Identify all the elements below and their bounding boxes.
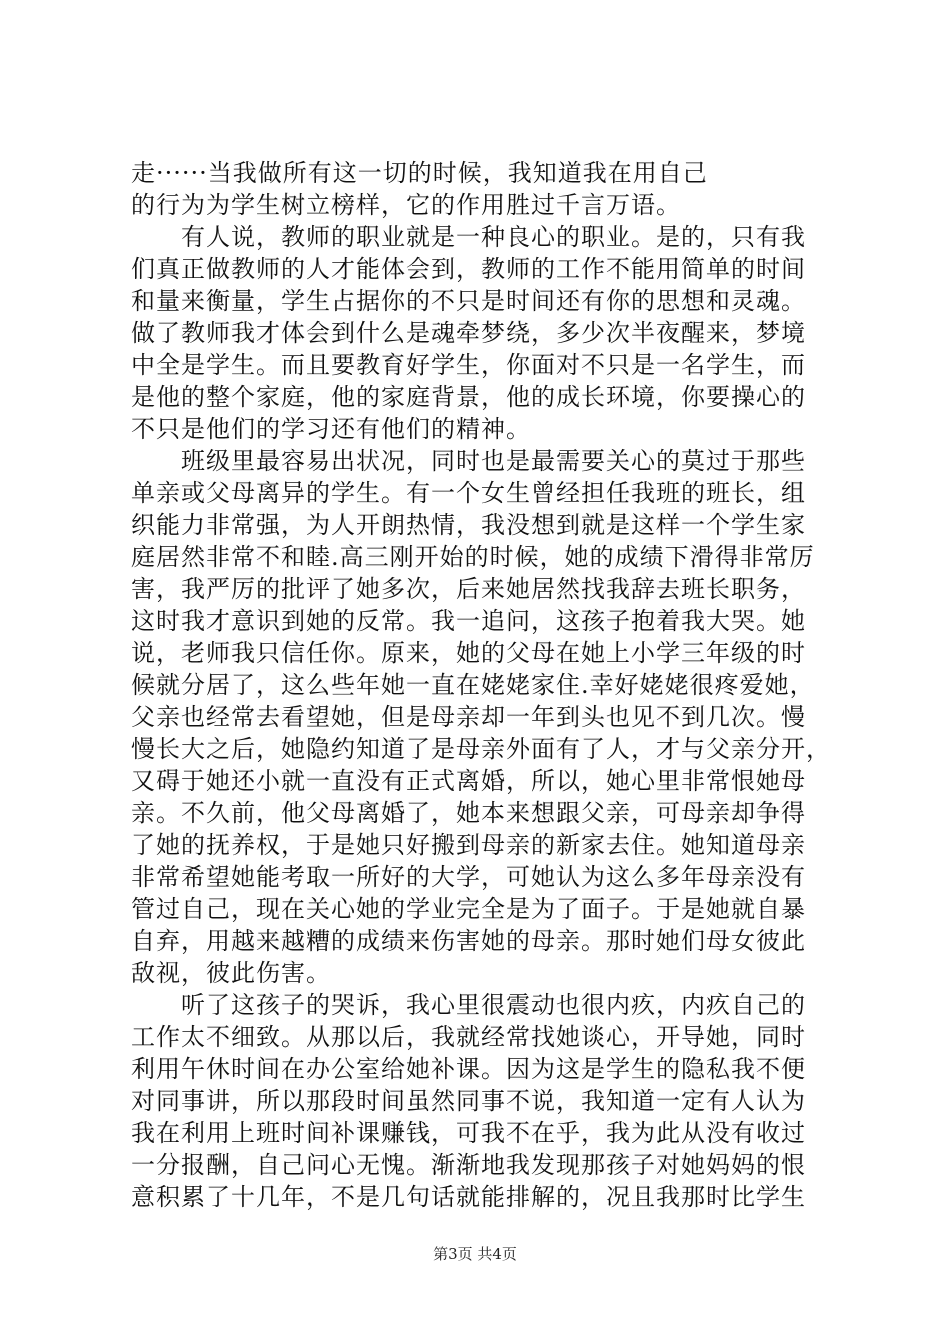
text-line: 是他的整个家庭，他的家庭背景，他的成长环境，你要操心的: [131, 383, 806, 411]
text-line: 班级里最容易出状况，同时也是最需要关心的莫过于那些: [131, 447, 806, 475]
text-line: 和量来衡量，学生占据你的不只是时间还有你的思想和灵魂。: [131, 287, 806, 315]
text-line: 的行为为学生树立榜样，它的作用胜过千言万语。: [131, 191, 681, 219]
text-line: 父亲也经常去看望她，但是母亲却一年到头也见不到几次。慢: [131, 703, 806, 731]
text-line: 一分报酬，自己问心无愧。渐渐地我发现那孩子对她妈妈的恨: [131, 1151, 806, 1179]
text-line: 又碍于她还小就一直没有正式离婚，所以，她心里非常恨她母: [131, 767, 806, 795]
text-line: 们真正做教师的人才能体会到，教师的工作不能用简单的时间: [131, 255, 806, 283]
text-line: 不只是他们的学习还有他们的精神。: [131, 415, 531, 443]
page-number-footer: 第3页 共4页: [433, 1245, 517, 1263]
text-line: 做了教师我才体会到什么是魂牵梦绕，多少次半夜醒来，梦境: [131, 319, 806, 347]
body-text: [131, 157, 831, 1213]
text-line: 管过自己，现在关心她的学业完全是为了面子。于是她就自暴: [131, 895, 806, 923]
text-line: 中全是学生。而且要教育好学生，你面对不只是一名学生，而: [131, 351, 806, 379]
text-line: 害，我严厉的批评了她多次，后来她居然找我辞去班长职务，: [131, 575, 806, 603]
text-line: 单亲或父母离异的学生。有一个女生曾经担任我班的班长，组: [131, 479, 806, 507]
text-line: 说，老师我只信任你。原来，她的父母在她上小学三年级的时: [131, 639, 806, 667]
text-line: 敌视，彼此伤害。: [131, 959, 331, 987]
text-line: 走······当我做所有这一切的时候，我知道我在用自己: [131, 159, 708, 187]
text-line: 织能力非常强，为人开朗热情，我没想到就是这样一个学生家: [131, 511, 806, 539]
text-line: 我在利用上班时间补课赚钱，可我不在乎，我为此从没有收过: [131, 1119, 806, 1147]
text-line: 庭居然非常不和睦.高三刚开始的时候，她的成绩下滑得非常厉: [131, 543, 815, 571]
text-line: 自弃，用越来越糟的成绩来伤害她的母亲。那时她们母女彼此: [131, 927, 806, 955]
text-line: 意积累了十几年，不是几句话就能排解的，况且我那时比学生: [131, 1183, 806, 1211]
text-line: 了她的抚养权，于是她只好搬到母亲的新家去住。她知道母亲: [131, 831, 806, 859]
text-line: 慢长大之后，她隐约知道了是母亲外面有了人，才与父亲分开，: [131, 735, 831, 763]
text-line: 对同事讲，所以那段时间虽然同事不说，我知道一定有人认为: [131, 1087, 806, 1115]
text-line: 听了这孩子的哭诉，我心里很震动也很内疚，内疚自己的: [131, 991, 806, 1019]
text-line: 工作太不细致。从那以后，我就经常找她谈心，开导她，同时: [131, 1023, 806, 1051]
text-line: 非常希望她能考取一所好的大学，可她认为这么多年母亲没有: [131, 863, 806, 891]
text-line: 这时我才意识到她的反常。我一追问，这孩子抱着我大哭。她: [131, 607, 806, 635]
text-line: 有人说，教师的职业就是一种良心的职业。是的，只有我: [131, 223, 806, 251]
text-line: 亲。不久前，他父母离婚了，她本来想跟父亲，可母亲却争得: [131, 799, 806, 827]
text-line: 利用午休时间在办公室给她补课。因为这是学生的隐私我不便: [131, 1055, 806, 1083]
text-line: 候就分居了，这么些年她一直在姥姥家住.幸好姥姥很疼爱她，: [131, 671, 815, 699]
